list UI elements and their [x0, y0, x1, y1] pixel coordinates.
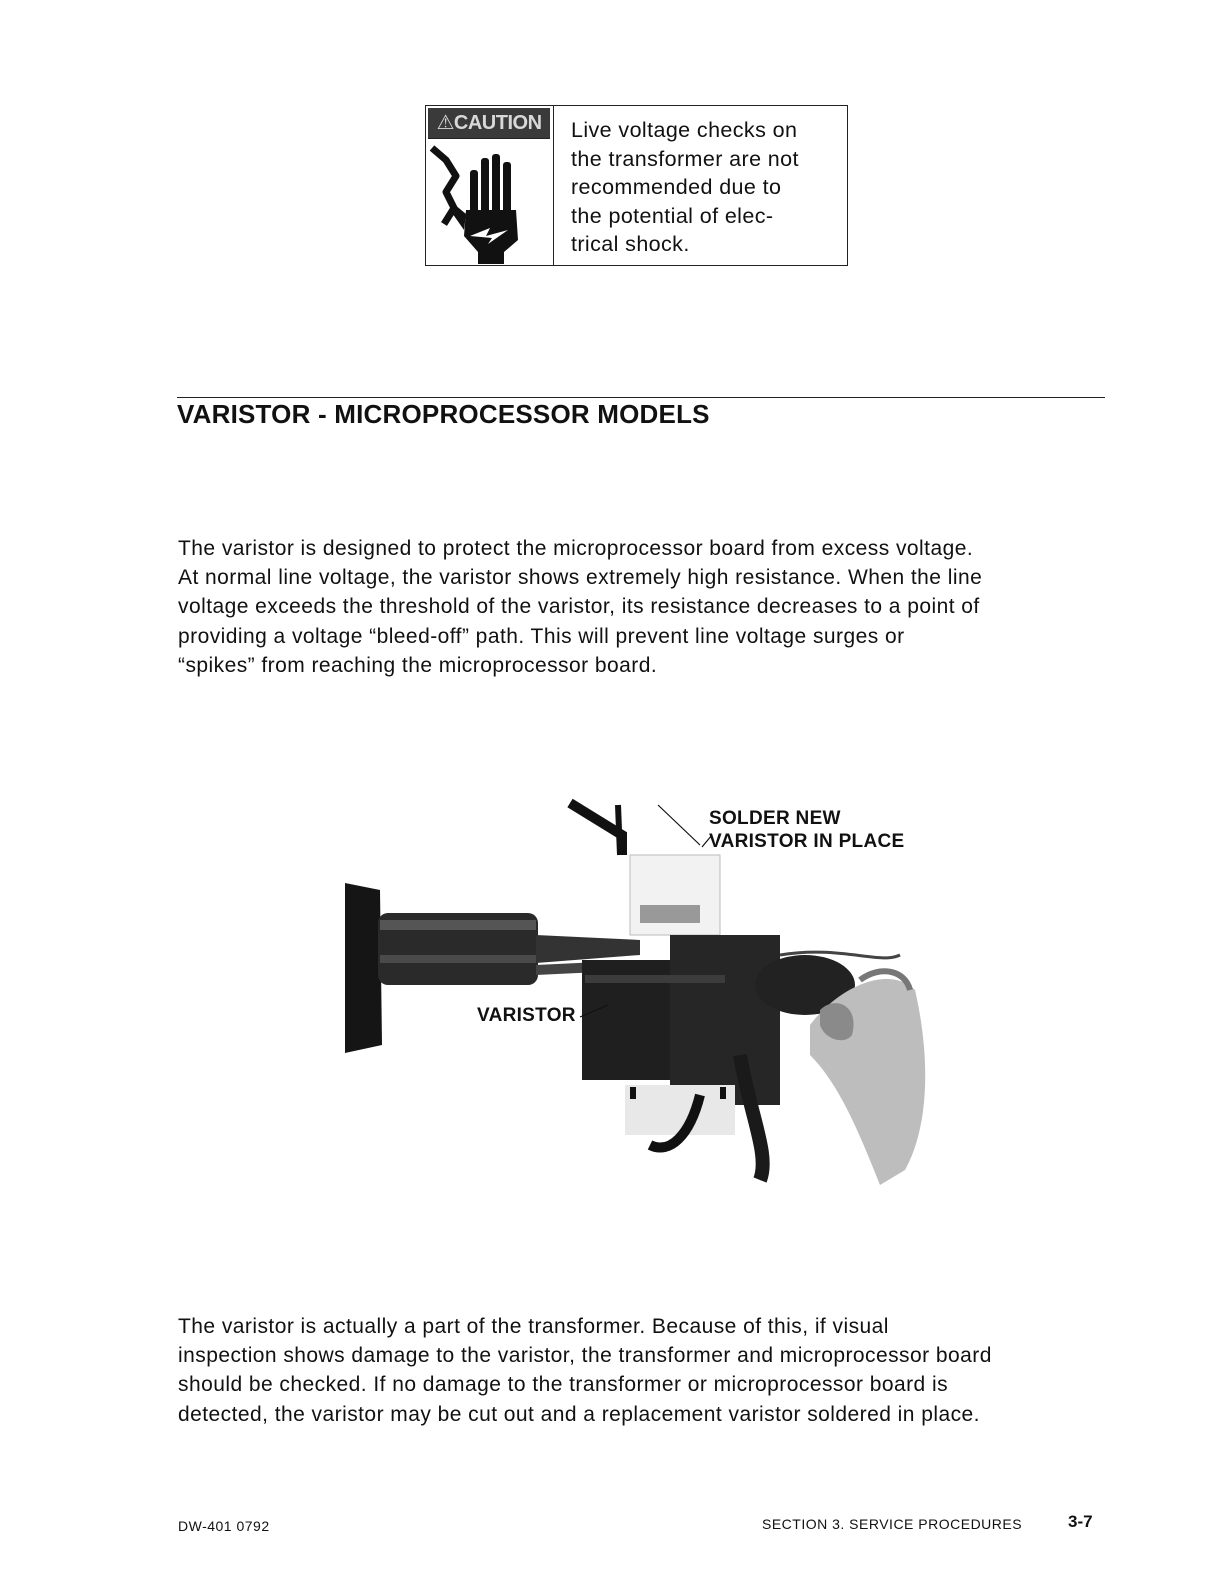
varistor-photo-figure	[340, 795, 940, 1185]
caution-line: recommended due to	[571, 175, 782, 199]
varistor-photo	[340, 795, 940, 1185]
caution-box	[425, 105, 848, 266]
section-title: VARISTOR - MICROPROCESSOR MODELS	[177, 399, 710, 429]
paragraph-line: providing a voltage “bleed-off” path. This will prevent line voltage surges or	[178, 624, 905, 648]
varistor-callout: VARISTOR	[477, 1005, 576, 1026]
paragraph-line: The varistor is actually a part of the transformer. Because of this, if visual	[178, 1315, 889, 1338]
caution-label-text: CAUTION	[453, 112, 542, 134]
caution-line: trical shock.	[571, 232, 690, 256]
paragraph-line: should be checked. If no damage to the transformer or microprocessor board is	[178, 1373, 949, 1397]
footer-section: SECTION 3. SERVICE PROCEDURES	[762, 1516, 1023, 1532]
caution-line: Live voltage checks on	[571, 118, 798, 142]
caution-line: the transformer are not	[571, 146, 799, 171]
intro-paragraph	[178, 534, 1118, 680]
callout-line: SOLDER NEW	[709, 808, 841, 829]
paragraph-line: inspection shows damage to the varistor, the transformer and microprocessor board	[178, 1344, 992, 1368]
section-divider	[177, 397, 1105, 398]
paragraph-line: “spikes” from reaching the microprocessor board.	[178, 653, 658, 677]
page-number: 3-7	[1068, 1512, 1093, 1531]
callout-line: VARISTOR IN PLACE	[709, 831, 905, 852]
paragraph-line: The varistor is designed to protect the microprocessor board from excess voltage.	[178, 537, 974, 560]
electric-shock-hand-icon	[428, 140, 550, 264]
paragraph-line: detected, the varistor may be cut out and a replacement varistor soldered in place.	[178, 1402, 980, 1426]
footer-doc-id: DW-401 0792	[178, 1518, 270, 1534]
caution-message	[571, 116, 841, 259]
paragraph-line: voltage exceeds the threshold of the varistor, its resistance decreases to a point of	[178, 595, 980, 619]
caution-label	[428, 108, 550, 139]
caution-line: the potential of elec-	[571, 203, 774, 228]
paragraph-line: At normal line voltage, the varistor shows extremely high resistance. When the line	[178, 566, 983, 590]
warning-triangle-icon: ⚠	[436, 112, 454, 134]
caution-symbol-panel	[426, 106, 554, 265]
solder-callout	[709, 807, 904, 853]
inspection-paragraph	[178, 1312, 1118, 1429]
